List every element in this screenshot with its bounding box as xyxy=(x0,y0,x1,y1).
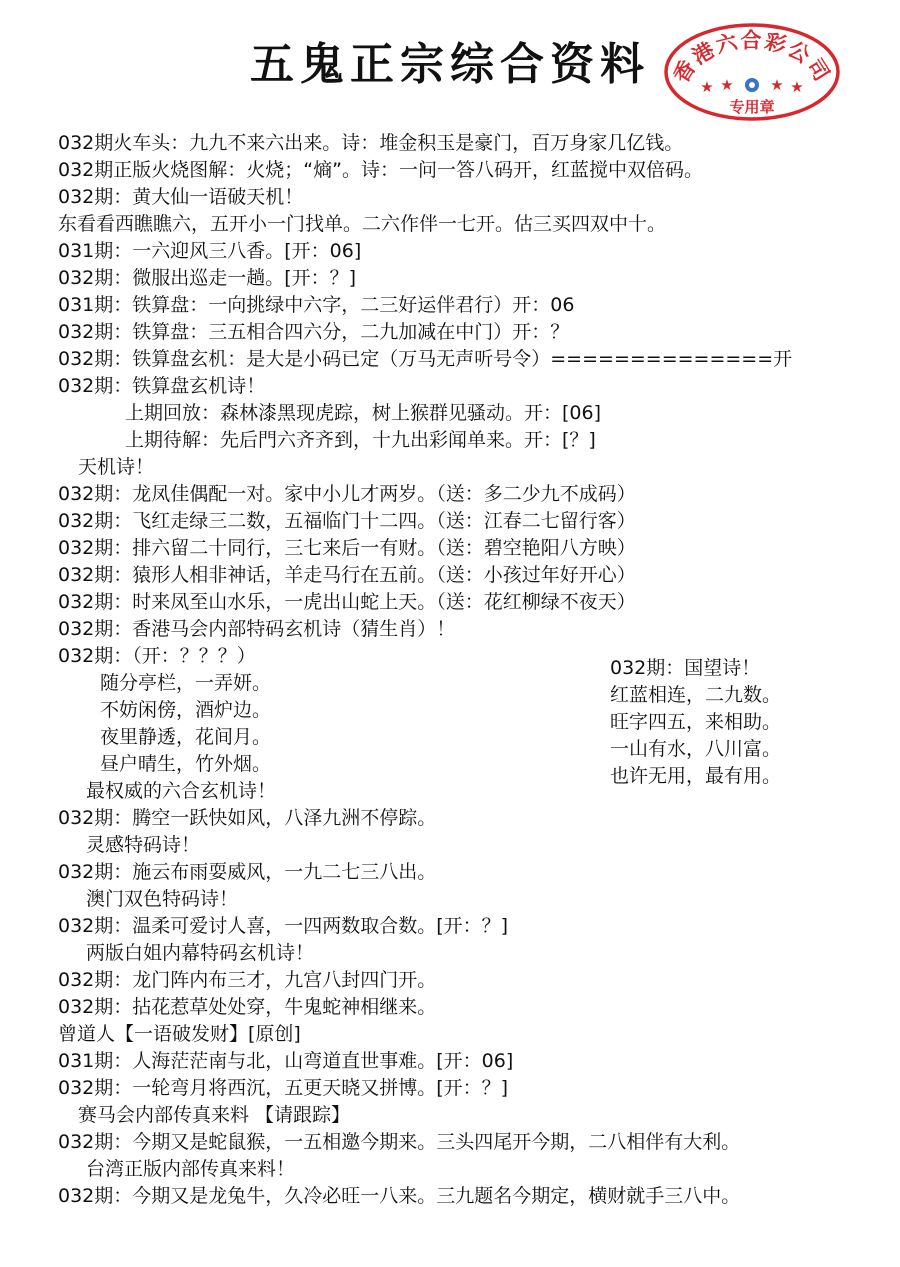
text-line: 032期：拈花惹草处处穿，牛鬼蛇神相继来。 xyxy=(58,996,437,1018)
right-poem-line: 旺字四五，来相助。 xyxy=(610,711,782,733)
seal-star-icon: ★ xyxy=(700,78,714,96)
section-heading: 曾道人【一语破发财】[原创] xyxy=(58,1023,301,1045)
section-heading: 台湾正版内部传真来料！ xyxy=(86,1158,296,1180)
text-line: 032期：（开：？？？） xyxy=(58,645,256,667)
right-poem-line: 红蓝相连，二九数。 xyxy=(610,684,782,706)
section-heading: 赛马会内部传真来料 【请跟踪】 xyxy=(78,1104,351,1126)
right-poem-line: 也许无用，最有用。 xyxy=(610,765,782,787)
text-line: 032期：微服出巡走一趟。[开：？] xyxy=(58,267,357,289)
seal-bottom-text: 专用章 xyxy=(729,98,775,116)
text-line: 032期：施云布雨耍威风，一九二七三八出。 xyxy=(58,861,437,883)
text-line: 032期：铁算盘玄机：是大是小码已定（万马无声听号令）==============开 xyxy=(58,348,793,370)
poem-line: 随分亭栏，一弄妍。 xyxy=(100,672,272,694)
text-line: 032期：腾空一跃快如风，八泽九洲不停踪。 xyxy=(58,807,437,829)
section-heading: 两版白姐内幕特码玄机诗！ xyxy=(86,942,315,964)
section-heading: 最权威的六合玄机诗！ xyxy=(86,780,277,802)
text-line: 032期：温柔可爱讨人喜，一四两数取合数。[开：？] xyxy=(58,915,509,937)
section-heading: 天机诗！ xyxy=(78,456,155,478)
text-line: 032期：飞红走绿三二数，五福临门十二四。（送：江春二七留行客） xyxy=(58,510,636,532)
text-line: 032期：今期又是蛇鼠猴，一五相邀今期来。三头四尾开今期，二八相伴有大利。 xyxy=(58,1131,741,1153)
right-poem-line: 一山有水，八川富。 xyxy=(610,738,782,760)
section-heading: 灵感特码诗！ xyxy=(86,834,201,856)
page-title: 五鬼正宗综合资料 xyxy=(250,39,650,90)
seal-arc-text: 香港六合彩公司 xyxy=(668,28,836,87)
text-line: 032期：香港马会内部特码玄机诗（猜生肖）！ xyxy=(58,618,456,640)
text-line: 032期：黄大仙一语破天机！ xyxy=(58,186,304,208)
text-line: 032期：排六留二十同行，三七来后一有财。（送：碧空艳阳八方映） xyxy=(58,537,636,559)
text-line: 032期：龙凤佳偶配一对。家中小儿才两岁。（送：多二少九不成码） xyxy=(58,483,636,505)
seal-star-icon: ★ xyxy=(720,76,734,94)
text-line: 东看看西瞧瞧六，五开小一门找单。二六作伴一七开。估三买四双中十。 xyxy=(58,213,667,235)
text-line: 031期：一六迎风三八香。[开：06] xyxy=(58,240,362,262)
text-line: 032期正版火烧图解：火烧；“熵”。诗：一问一答八码开，红蓝搅中双倍码。 xyxy=(58,159,703,181)
poem-line: 夜里静透，花间月。 xyxy=(100,726,272,748)
text-line: 上期回放：森林漆黑现虎踪，树上猴群见骚动。开：[06] xyxy=(125,402,602,424)
text-line: 032期：龙门阵内布三才，九宫八封四门开。 xyxy=(58,969,437,991)
seal-star-icon: ★ xyxy=(790,78,804,96)
right-poem-title: 032期：国望诗！ xyxy=(610,657,761,679)
text-line: 032期火车头：九九不来六出来。诗：堆金积玉是豪门，百万身家几亿钱。 xyxy=(58,132,684,154)
text-line: 032期：一轮弯月将西沉，五更天晓又拼博。[开：？] xyxy=(58,1077,509,1099)
seal-star-icon: ★ xyxy=(770,76,784,94)
text-line: 031期：铁算盘：一向挑绿中六字，二三好运伴君行）开：06 xyxy=(58,294,575,316)
poem-line: 昼户晴生，竹外烟。 xyxy=(100,753,272,775)
poem-line: 不妨闲傍，酒炉边。 xyxy=(100,699,272,721)
text-line: 032期：铁算盘玄机诗！ xyxy=(58,375,266,397)
text-line: 上期待解：先后門六齐齐到，十九出彩闻单来。开：[？] xyxy=(125,429,596,451)
text-line: 031期：人海茫茫南与北，山弯道直世事难。[开：06] xyxy=(58,1050,514,1072)
text-line: 032期：时来凤至山水乐，一虎出山蛇上天。（送：花红柳绿不夜天） xyxy=(58,591,636,613)
section-heading: 澳门双色特码诗！ xyxy=(86,888,239,910)
text-line: 032期：铁算盘：三五相合四六分，二九加减在中门）开：？ xyxy=(58,321,570,343)
text-line: 032期：猿形人相非神话，羊走马行在五前。（送：小孩过年好开心） xyxy=(58,564,636,586)
text-line: 032期：今期又是龙兔牛，久冷必旺一八来。三九题名今期定，横财就手三八中。 xyxy=(58,1185,741,1207)
